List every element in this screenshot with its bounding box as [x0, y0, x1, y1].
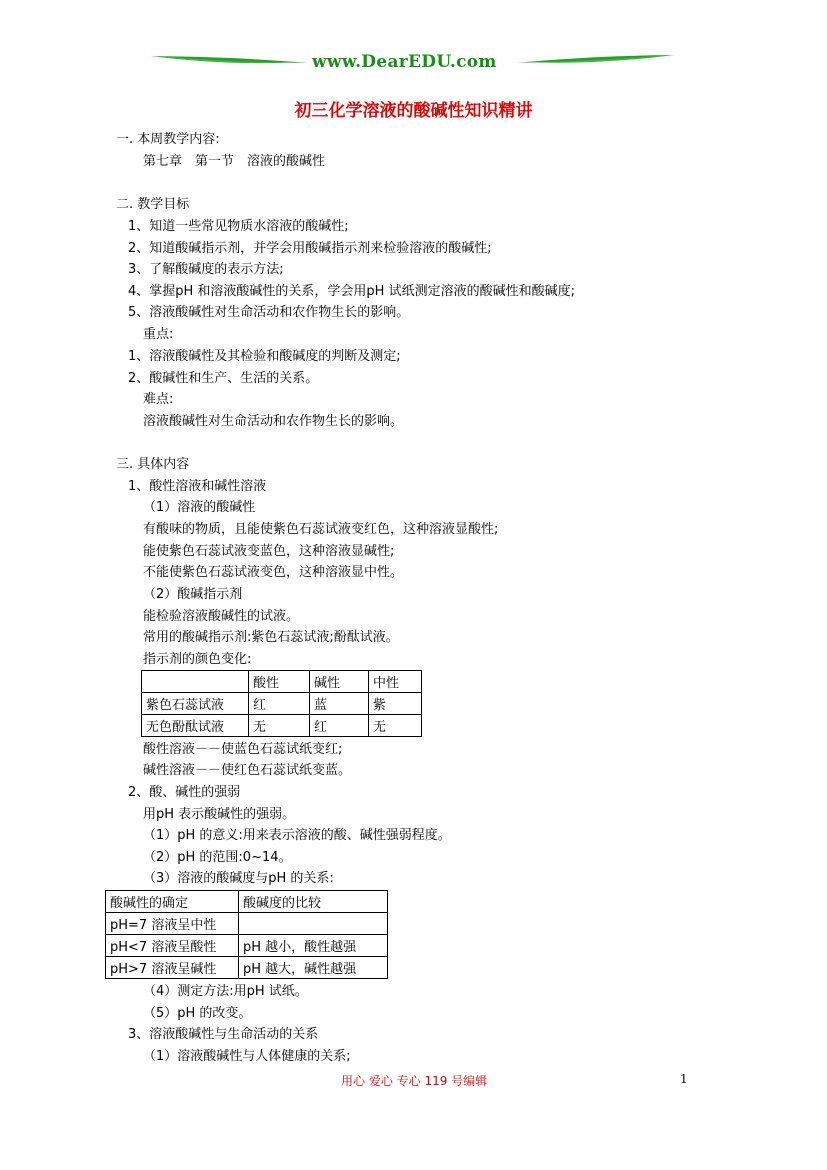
difficulty-label: 难点: [143, 392, 174, 407]
table-cell: pH<7 溶液呈酸性 [106, 935, 239, 957]
table-row [106, 913, 388, 935]
table-cell [239, 913, 388, 935]
table-cell: 中性 [369, 671, 422, 693]
table-row [142, 715, 422, 737]
content-3-heading: 3、溶液酸碱性与生命活动的关系 [128, 1027, 319, 1042]
table-cell: pH 越小，酸性越强 [239, 935, 388, 957]
goal-3: 3、了解酸碱度的表示方法; [128, 262, 284, 277]
footer-text: 用心 爱心 专心 119 号编辑 [341, 1074, 488, 1088]
content-3-1: （1）溶液酸碱性与人体健康的关系; [143, 1049, 351, 1064]
page-title: 初三化学溶液的酸碱性知识精讲 [294, 101, 533, 121]
content-1-1-a: 有酸味的物质，且能使紫色石蕊试液变红色，这种溶液显酸性; [143, 522, 499, 537]
table-cell: 酸碱度的比较 [239, 891, 388, 913]
table-cell: 红 [249, 693, 310, 715]
content-1-2-c: 指示剂的颜色变化: [143, 652, 252, 667]
table-cell: 紫色石蕊试液 [142, 693, 249, 715]
content-1-1-c: 不能使紫色石蕊试液变色，这种溶液显中性。 [143, 565, 404, 580]
table-cell: pH>7 溶液呈碱性 [106, 957, 239, 979]
content-1-1-b: 能使紫色石蕊试液变蓝色，这种溶液显碱性; [143, 544, 395, 559]
content-2-3: （3）溶液的酸碱度与pH 的关系: [143, 871, 334, 886]
section-3-heading: 三. 具体内容 [116, 457, 190, 472]
table-cell: 无 [249, 715, 310, 737]
table-cell: 蓝 [310, 693, 369, 715]
table-cell: pH=7 溶液呈中性 [106, 913, 239, 935]
goal-1: 1、知道一些常见物质水溶液的酸碱性; [128, 219, 349, 234]
content-2-heading: 2、酸、碱性的强弱 [128, 785, 241, 800]
table-cell: 无 [369, 715, 422, 737]
page-number: 1 [680, 1072, 688, 1086]
table-row [106, 935, 388, 957]
table-row [106, 957, 388, 979]
content-2-a: 用pH 表示酸碱性的强弱。 [143, 807, 296, 822]
table-cell: 碱性 [310, 671, 369, 693]
after-table-1-b: 碱性溶液－－使红色石蕊试纸变蓝。 [143, 763, 352, 778]
goal-5: 5、溶液酸碱性对生命活动和农作物生长的影响。 [128, 305, 410, 320]
difficulty-1: 溶液酸碱性对生命活动和农作物生长的影响。 [143, 414, 404, 429]
key-point-1: 1、溶液酸碱性及其检验和酸碱度的判断及测定; [128, 349, 401, 364]
indicator-color-table [141, 670, 422, 737]
content-1-heading: 1、酸性溶液和碱性溶液 [128, 479, 267, 494]
content-1-1-heading: （1）溶液的酸碱性 [143, 500, 256, 515]
section-1-heading: 一. 本周教学内容: [116, 132, 220, 147]
table-cell: 紫 [369, 693, 422, 715]
section-1-content: 第七章 第一节 溶液的酸碱性 [143, 154, 326, 169]
content-2-1: （1）pH 的意义:用来表示溶液的酸、碱性强弱程度。 [143, 828, 451, 843]
ph-relation-table [105, 890, 388, 979]
content-1-2-a: 能检验溶液酸碱性的试液。 [143, 609, 300, 624]
site-header [150, 50, 675, 74]
key-points-label: 重点: [143, 327, 174, 342]
table-cell [142, 671, 249, 693]
site-logo-text: www.DearEDU.com [312, 52, 497, 72]
table-row [142, 693, 422, 715]
table-cell: 酸性 [249, 671, 310, 693]
section-2-heading: 二. 教学目标 [116, 197, 190, 212]
content-2-5: （5）pH 的改变。 [143, 1006, 252, 1021]
after-table-1-a: 酸性溶液－－使蓝色石蕊试纸变红; [143, 742, 343, 757]
table-cell: pH 越大，碱性越强 [239, 957, 388, 979]
content-2-4: （4）测定方法:用pH 试纸。 [143, 984, 308, 999]
goal-4: 4、掌握pH 和溶液酸碱性的关系，学会用pH 试纸测定溶液的酸碱性和酸碱度; [128, 284, 575, 299]
content-1-2-heading: （2）酸碱指示剂 [143, 587, 243, 602]
goal-2: 2、知道酸碱指示剂，并学会用酸碱指示剂来检验溶液的酸碱性; [128, 241, 492, 256]
table-cell: 红 [310, 715, 369, 737]
table-header-row [106, 891, 388, 913]
table-cell: 酸碱性的确定 [106, 891, 239, 913]
content-2-2: （2）pH 的范围:0~14。 [143, 850, 292, 865]
table-header-row [142, 671, 422, 693]
key-point-2: 2、酸碱性和生产、生活的关系。 [128, 371, 319, 386]
table-cell: 无色酚酞试液 [142, 715, 249, 737]
content-1-2-b: 常用的酸碱指示剂:紫色石蕊试液;酚酞试液。 [143, 630, 399, 645]
